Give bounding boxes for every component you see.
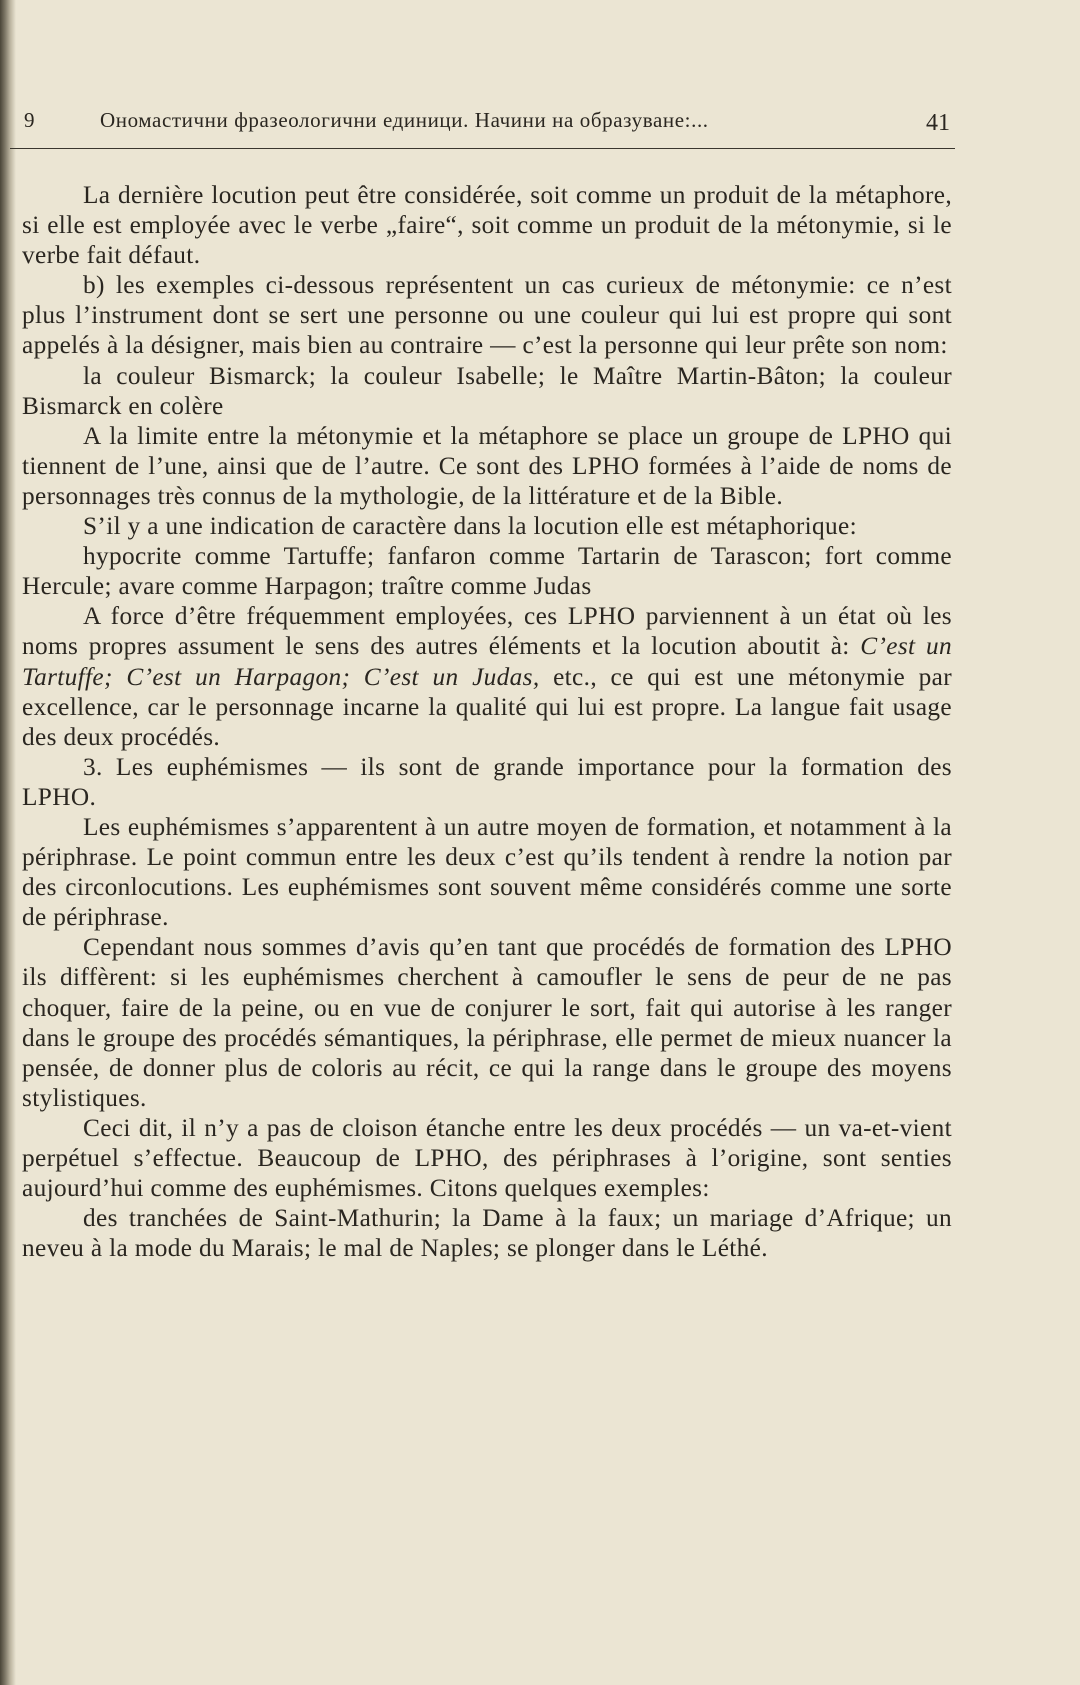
paragraph-force-italic-examples: C’est un Tartuffe; C’est un Harpagon; C’est un Judas,	[22, 632, 952, 691]
paragraph-force	[22, 601, 952, 751]
paragraph-example-b: b) les exemples ci-dessous représentent un cas curieux de métonymie: ce n’est plus l’instrument dont se sert une personne ou une couleur qui lui est propre qui sont appelés à la désigner, mais bien au contraire — c’est la personne qui leur prête son nom:	[22, 271, 952, 360]
paragraph-limit: A la limite entre la métonymie et la métaphore se place un groupe de LPHO qui tiennent de l’une, ainsi que de l’autre. Ce sont des LPHO formées à l’aide de noms de personnages très connus de la mythologie, de la littérature et de la Bible.	[22, 421, 952, 510]
running-header	[10, 108, 950, 142]
section-3-euphemisms: 3. Les euphémismes — ils sont de grande importance pour la formation des LPHO.	[22, 752, 952, 811]
paragraph-periphrase: Les euphémismes s’apparentent à un autre moyen de formation, et notamment à la périphrase. Le point commun entre les deux c’est qu’ils tendent à rendre la notion par des circonlocutions. Les euphémismes sont souvent même considérés comme une sorte de périphrase.	[22, 812, 952, 932]
paragraph-character: S’il y a une indication de caractère dans la locution elle est métaphorique:	[83, 512, 857, 541]
paragraph-force-after: etc., ce qui est une métonymie par excellence, car le personnage incarne la qualité qui lui est propre. La langue fait usage des deux procédés.	[22, 662, 952, 751]
example-list-euphemisms: des tranchées de Saint-Mathurin; la Dame à la faux; un mariage d’Afrique; un neveu à la mode du Marais; le mal de Naples; se plonger dans le Léthé.	[22, 1204, 952, 1263]
paragraph-metaphor-metonymy: La dernière locution peut être considérée, soit comme un produit de la métaphore, si elle est employée avec le verbe „faire“, soit comme un produit de la métonymie, si le verbe fait défaut.	[22, 181, 952, 270]
header-rule	[10, 148, 955, 149]
paragraph-force-before: A force d’être fréquemment employées, ces LPHO parviennent à un état où les noms propres assument le sens des autres éléments et la locution aboutit à:	[22, 602, 952, 661]
example-list-colors: la couleur Bismarck; la couleur Isabelle; le Maître Martin-Bâton; la couleur Bismarck en colère	[22, 361, 952, 420]
page-binding-edge	[0, 0, 16, 1685]
example-list-comparisons: hypocrite comme Tartuffe; fanfaron comme Tartarin de Tarascon; fort comme Hercule; avare comme Harpagon; traître comme Judas	[22, 542, 952, 601]
paragraph-cependant: Cependant nous sommes d’avis qu’en tant que procédés de formation des LPHO ils diffèrent: si les euphémismes cherchent à camoufler le sens de peur de ne pas choquer, faire de la peine, ou en vue de conjurer le sort, fait qui autorise à les ranger dans le groupe des procédés sémantiques, la périphrase, elle permet de mieux nuancer la pensée, de donner plus de coloris au récit, ce qui la range dans le groupe des moyens stylistiques.	[22, 933, 952, 1112]
chapter-number: 9	[24, 108, 35, 132]
running-title: Ономастични фразеологични единици. Начини на образуване:...	[100, 108, 709, 132]
page-number: 41	[926, 110, 950, 136]
paragraph-ceci-dit: Ceci dit, il n’y a pas de cloison étanche entre les deux procédés — un va-et-vient perpétuel s’effectue. Beaucoup de LPHO, des périphrases à l’origine, sont senties aujourd’hui comme des euphémismes. Citons quelques exemples:	[22, 1113, 952, 1203]
body-text	[22, 180, 952, 1263]
